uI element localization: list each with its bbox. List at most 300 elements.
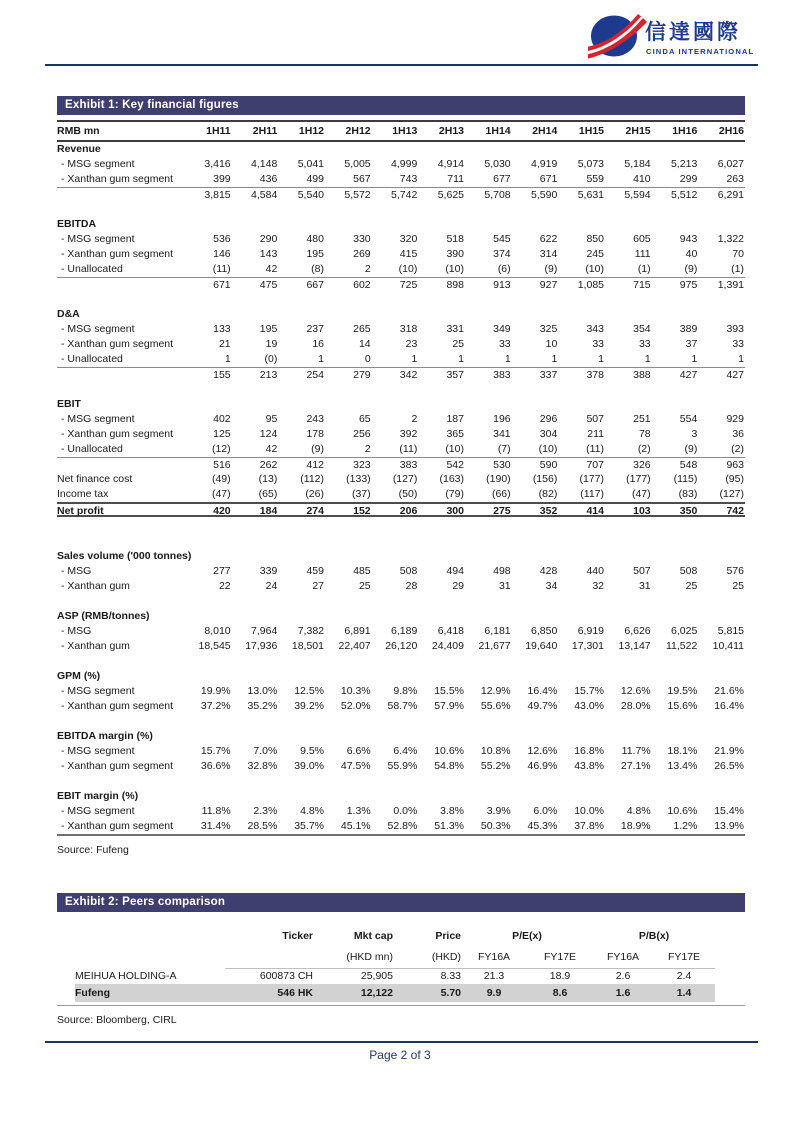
table-row	[57, 322, 745, 337]
table-row	[57, 427, 745, 442]
cell: 1	[598, 353, 604, 365]
row-label: - Xanthan gum	[61, 580, 130, 592]
cell: 427	[726, 369, 744, 381]
cell: 1	[411, 353, 418, 365]
cell: 6.0%	[533, 805, 558, 817]
exhibit1-column-headers	[57, 120, 745, 142]
cell: 15.4%	[714, 805, 744, 817]
cell: 677	[493, 173, 511, 185]
logo-globe-icon	[588, 12, 758, 62]
cell: 475	[259, 279, 278, 291]
table-row	[57, 232, 745, 247]
cell: 929	[726, 413, 744, 425]
cell: 542	[446, 459, 464, 471]
col-header-mktcap: Mkt cap	[353, 930, 393, 942]
peer-name: Fufeng	[75, 987, 110, 999]
cell: 15.6%	[667, 700, 698, 712]
cell: 27.1%	[620, 760, 651, 772]
cell: 12.6%	[527, 745, 558, 757]
period-header: 2H11	[252, 125, 278, 137]
period-header: 1H13	[392, 125, 418, 137]
row-label: EBIT	[57, 398, 81, 410]
peer-name: MEIHUA HOLDING-A	[75, 970, 177, 982]
cell: 28	[405, 580, 418, 592]
peers-header-row	[75, 926, 715, 946]
cell: 33	[638, 338, 651, 350]
cell: 9.8%	[393, 685, 418, 697]
cell: 1	[738, 353, 744, 365]
cell: 516	[213, 459, 231, 471]
cell: 143	[259, 248, 278, 260]
row-label: Income tax	[57, 488, 109, 500]
row-label: - MSG segment	[61, 745, 135, 757]
table-row	[57, 442, 745, 457]
cell: (2)	[731, 443, 744, 455]
cell: 262	[259, 459, 278, 471]
section-row	[57, 307, 745, 322]
cell: 16	[312, 338, 324, 350]
subheader-price-unit: (HKD)	[393, 946, 461, 969]
cell: (65)	[258, 488, 278, 500]
cell: 415	[399, 248, 418, 260]
cell: 6,626	[624, 625, 651, 637]
row-label	[57, 458, 185, 473]
cell: 52.0%	[340, 700, 371, 712]
cell: 49.7%	[527, 700, 558, 712]
table-row	[57, 352, 745, 367]
cell: 10.0%	[574, 805, 604, 817]
cell: (127)	[392, 473, 418, 485]
cell: 11.7%	[621, 745, 651, 757]
table-row	[57, 487, 745, 502]
cell: 742	[726, 505, 744, 517]
cell: 17,936	[245, 640, 278, 652]
peer-pb-fy16a: 1.6	[615, 987, 631, 999]
cell: (49)	[211, 473, 231, 485]
cell: 5,631	[577, 189, 604, 201]
cell: 337	[539, 369, 558, 381]
cell: 12.9%	[480, 685, 511, 697]
cell: (115)	[673, 473, 698, 485]
subheader-mktcap-unit: (HKD mn)	[313, 946, 393, 969]
cell: 12.6%	[620, 685, 651, 697]
cell: (6)	[497, 263, 511, 275]
cell: (10)	[445, 443, 464, 455]
cell: 290	[259, 233, 278, 245]
cell: 13.0%	[247, 685, 278, 697]
cell: 265	[353, 323, 371, 335]
cell: 5,708	[484, 189, 511, 201]
row-label: - MSG segment	[61, 805, 135, 817]
cell: 530	[493, 459, 511, 471]
cell: 195	[306, 248, 324, 260]
cell: 498	[493, 565, 511, 577]
cell: 325	[539, 323, 558, 335]
row-label: D&A	[57, 308, 80, 320]
spacer	[57, 654, 745, 669]
table-row	[57, 819, 745, 834]
cell: (9)	[311, 443, 324, 455]
cell: 245	[586, 248, 604, 260]
cell: 31	[638, 580, 651, 592]
logo-english: CINDA INTERNATIONAL	[646, 47, 755, 56]
row-label: - MSG segment	[61, 413, 135, 425]
peer-ticker: 600873 CH	[259, 970, 313, 982]
cell: (13)	[258, 473, 278, 485]
cell: 279	[353, 369, 371, 381]
subheader-pe-fy17e: FY17E	[527, 946, 593, 969]
cell: 341	[493, 428, 511, 440]
subheader-pb-fy16a: FY16A	[593, 946, 653, 969]
cell: 40	[685, 248, 698, 260]
cell: (50)	[398, 488, 418, 500]
cell: (177)	[626, 473, 651, 485]
cell: 5,512	[671, 189, 698, 201]
cell: 32.8%	[247, 760, 278, 772]
spacer	[57, 517, 745, 549]
cell: 5,005	[344, 158, 371, 170]
cell: 299	[679, 173, 698, 185]
cell: 42	[265, 263, 278, 275]
cell: 10	[545, 338, 558, 350]
cell: 263	[726, 173, 744, 185]
section-row	[57, 669, 745, 684]
peer-mktcap: 25,905	[360, 970, 393, 982]
spacer	[57, 202, 745, 217]
cell: 16.4%	[527, 685, 558, 697]
cell: 254	[306, 369, 324, 381]
period-header: 1H16	[672, 125, 698, 137]
cell: (11)	[586, 443, 604, 455]
cell: 671	[213, 279, 231, 291]
peer-pe-fy16a: 21.3	[483, 970, 505, 982]
cell: 711	[447, 173, 464, 185]
cell: 25	[358, 580, 371, 592]
cell: 4,919	[531, 158, 558, 170]
cell: 46.9%	[527, 760, 558, 772]
cell: 390	[446, 248, 464, 260]
cell: 6.6%	[346, 745, 371, 757]
cell: 743	[399, 173, 418, 185]
cell: 392	[399, 428, 418, 440]
cell: (12)	[211, 443, 231, 455]
table-row	[57, 579, 745, 594]
exhibit2-source: Source: Bloomberg, CIRL	[57, 1014, 177, 1026]
row-label: - Xanthan gum segment	[61, 173, 174, 185]
cell: 269	[353, 248, 371, 260]
table-row	[57, 699, 745, 714]
cell: 18.9%	[620, 820, 651, 832]
peer-pb-fy17e: 1.4	[676, 987, 692, 999]
cell: 39.0%	[294, 760, 324, 772]
page-number: Page 2 of 3	[369, 1048, 431, 1062]
cell: 6,189	[391, 625, 418, 637]
peers-table-bottom-rule	[57, 1005, 745, 1006]
cell: 3,416	[204, 158, 231, 170]
cell: 22,407	[338, 640, 371, 652]
cell: 4,148	[251, 158, 278, 170]
footer-divider	[45, 1041, 758, 1043]
cell: 47.5%	[340, 760, 371, 772]
cell: 536	[213, 233, 231, 245]
cell: 850	[586, 233, 604, 245]
cell: 17,301	[571, 640, 604, 652]
cell: 414	[586, 505, 604, 517]
exhibit2-title: Exhibit 2: Peers comparison	[65, 896, 226, 908]
logo-chinese: 信達國際	[645, 21, 741, 44]
cell: 19.5%	[667, 685, 698, 697]
cell: 459	[306, 565, 324, 577]
cell: 187	[446, 413, 464, 425]
cell: 34	[545, 580, 558, 592]
spacer	[57, 382, 745, 397]
cell: 5,594	[624, 189, 651, 201]
row-label: Sales volume ('000 tonnes)	[57, 550, 192, 562]
cell: 707	[586, 459, 604, 471]
cell: 3.9%	[486, 805, 511, 817]
cell: 507	[633, 565, 651, 577]
cell: 5,590	[531, 189, 558, 201]
cell: 25	[685, 580, 698, 592]
cell: 667	[306, 279, 324, 291]
cell: 331	[446, 323, 464, 335]
cell: 275	[493, 505, 511, 517]
row-label: - Xanthan gum segment	[61, 428, 174, 440]
cell: (8)	[311, 263, 324, 275]
cell: (47)	[631, 488, 651, 500]
subheader-pe-fy16a: FY16A	[461, 946, 527, 969]
cell: 10,411	[712, 640, 744, 652]
cell: 37.8%	[574, 820, 604, 832]
cell: 1	[318, 353, 324, 365]
cell: 146	[213, 248, 231, 260]
cell: (95)	[725, 473, 744, 485]
cell: 195	[259, 323, 278, 335]
cell: 13.4%	[667, 760, 698, 772]
cell: 963	[726, 459, 744, 471]
period-header: 1H14	[485, 125, 511, 137]
cell: (10)	[398, 263, 418, 275]
cell: 54.8%	[434, 760, 464, 772]
cell: 57.9%	[434, 700, 464, 712]
cell: 1	[224, 353, 231, 365]
row-label	[57, 188, 185, 203]
cell: 12.5%	[294, 685, 324, 697]
subheader-pb-fy17e: FY17E	[653, 946, 715, 969]
row-label: - MSG segment	[61, 158, 135, 170]
cell: 7,964	[251, 625, 278, 637]
cell: (10)	[538, 443, 558, 455]
cell: 318	[399, 323, 418, 335]
cell: 58.7%	[387, 700, 418, 712]
cell: 6,891	[344, 625, 371, 637]
col-header-pb: P/B(x)	[638, 930, 670, 942]
period-header: 2H15	[625, 125, 651, 137]
peer-row-fufeng	[75, 984, 715, 1002]
peer-pb-fy16a: 2.6	[615, 970, 631, 982]
cell: 6,025	[671, 625, 698, 637]
table-row	[57, 804, 745, 819]
cell: 178	[306, 428, 324, 440]
cell: 125	[213, 428, 231, 440]
cell: 15.7%	[574, 685, 604, 697]
section-row	[57, 609, 745, 624]
cell: (26)	[305, 488, 324, 500]
row-label: EBITDA	[57, 218, 97, 230]
cell: 16.4%	[714, 700, 744, 712]
cell: 251	[633, 413, 651, 425]
cell: 237	[306, 323, 324, 335]
cell: 4,584	[251, 189, 278, 201]
table-row	[57, 187, 745, 202]
peer-pb-fy17e: 2.4	[676, 970, 692, 982]
cell: 23	[405, 338, 418, 350]
row-label: EBIT margin (%)	[57, 790, 139, 802]
cell: 898	[446, 279, 464, 291]
cell: 42	[265, 443, 278, 455]
cell: 6,919	[577, 625, 604, 637]
cell: 485	[353, 565, 371, 577]
cell: 277	[213, 565, 231, 577]
cell: (117)	[580, 488, 604, 500]
cell: 196	[493, 413, 511, 425]
cell: (127)	[719, 488, 744, 500]
col-header-pe: P/E(x)	[512, 930, 542, 942]
cell: 211	[587, 428, 604, 440]
section-row	[57, 142, 745, 157]
cell: 13.9%	[714, 820, 744, 832]
cell: 320	[399, 233, 418, 245]
cell: 440	[586, 565, 604, 577]
cell: 393	[726, 323, 744, 335]
cell: 605	[633, 233, 651, 245]
cell: 559	[586, 173, 604, 185]
cell: 1	[504, 353, 511, 365]
exhibit1-table-body	[57, 142, 745, 836]
cell: 1.3%	[346, 805, 371, 817]
cell: 5,041	[297, 158, 324, 170]
cell: 37	[685, 338, 698, 350]
cell: (0)	[264, 353, 278, 365]
cell: (163)	[439, 473, 464, 485]
cell: 5,213	[671, 158, 698, 170]
cell: 111	[634, 248, 651, 260]
cell: 10.6%	[434, 745, 464, 757]
cell: 10.8%	[480, 745, 511, 757]
table-row	[57, 457, 745, 472]
cell: 410	[633, 173, 651, 185]
cell: 927	[539, 279, 558, 291]
cell: 184	[259, 505, 278, 517]
row-label: - Xanthan gum	[61, 640, 130, 652]
cell: 39.2%	[294, 700, 324, 712]
cell: 350	[679, 505, 698, 517]
row-label: ASP (RMB/tonnes)	[57, 610, 150, 622]
cell: 52.8%	[387, 820, 418, 832]
cell: 508	[399, 565, 418, 577]
cell: 103	[633, 505, 651, 517]
cell: 22	[218, 580, 231, 592]
cell: 4,999	[391, 158, 418, 170]
peer-price: 8.33	[440, 970, 461, 982]
cell: 567	[353, 173, 371, 185]
cell: 37.2%	[200, 700, 231, 712]
cell: 436	[259, 173, 278, 185]
cell: 25	[452, 338, 464, 350]
cell: 31	[498, 580, 511, 592]
cell: 1	[644, 353, 651, 365]
cell: 314	[539, 248, 558, 260]
cell: (1)	[731, 263, 744, 275]
cell: 5,815	[717, 625, 744, 637]
row-label: - MSG segment	[61, 233, 135, 245]
cell: 6,850	[531, 625, 558, 637]
cell: 2	[364, 263, 371, 275]
cell: 50.3%	[480, 820, 511, 832]
cell: 32	[592, 580, 604, 592]
cell: 6.4%	[393, 745, 418, 757]
cell: 5,572	[344, 189, 371, 201]
cell: 18.1%	[667, 745, 698, 757]
row-label: - Xanthan gum segment	[61, 700, 174, 712]
cell: 1.2%	[673, 820, 698, 832]
row-label: Net finance cost	[57, 473, 133, 485]
cell: 15.7%	[200, 745, 231, 757]
row-label: Net profit	[57, 505, 104, 517]
cell: 2.3%	[253, 805, 278, 817]
cell: 36.6%	[200, 760, 231, 772]
cell: 2	[364, 443, 371, 455]
col-header-price: Price	[435, 930, 461, 942]
cell: 21.6%	[714, 685, 744, 697]
cell: 33	[592, 338, 604, 350]
cell: 31.4%	[200, 820, 231, 832]
cell: 388	[633, 369, 651, 381]
peer-price: 5.70	[440, 987, 461, 999]
peer-pe-fy17e: 8.6	[552, 987, 568, 999]
cell: (11)	[399, 443, 418, 455]
cell: (37)	[351, 488, 371, 500]
cell: 78	[638, 428, 651, 440]
peers-subheader-row	[75, 946, 715, 968]
table-row	[57, 564, 745, 579]
cell: (82)	[538, 488, 558, 500]
row-label: - Unallocated	[61, 263, 123, 275]
cell: 21	[218, 338, 231, 350]
cell: 5,742	[391, 189, 418, 201]
cell: 5,184	[624, 158, 651, 170]
cell: 0.0%	[393, 805, 418, 817]
cell: 36	[732, 428, 744, 440]
cell: 365	[446, 428, 464, 440]
cell: 24	[265, 580, 278, 592]
peer-mktcap: 12,122	[360, 987, 393, 999]
period-header: 1H12	[298, 125, 324, 137]
cell: 323	[353, 459, 371, 471]
exhibit1-source: Source: Fufeng	[57, 844, 129, 856]
cell: 9.5%	[300, 745, 324, 757]
cell: 11,522	[665, 640, 698, 652]
row-label: - Xanthan gum segment	[61, 338, 174, 350]
row-label	[57, 368, 185, 383]
cell: 14	[358, 338, 371, 350]
top-divider	[45, 64, 758, 66]
cell: 296	[539, 413, 558, 425]
cell: 402	[213, 413, 231, 425]
cell: 55.2%	[480, 760, 511, 772]
cell: 6,418	[437, 625, 464, 637]
cell: (10)	[445, 263, 464, 275]
